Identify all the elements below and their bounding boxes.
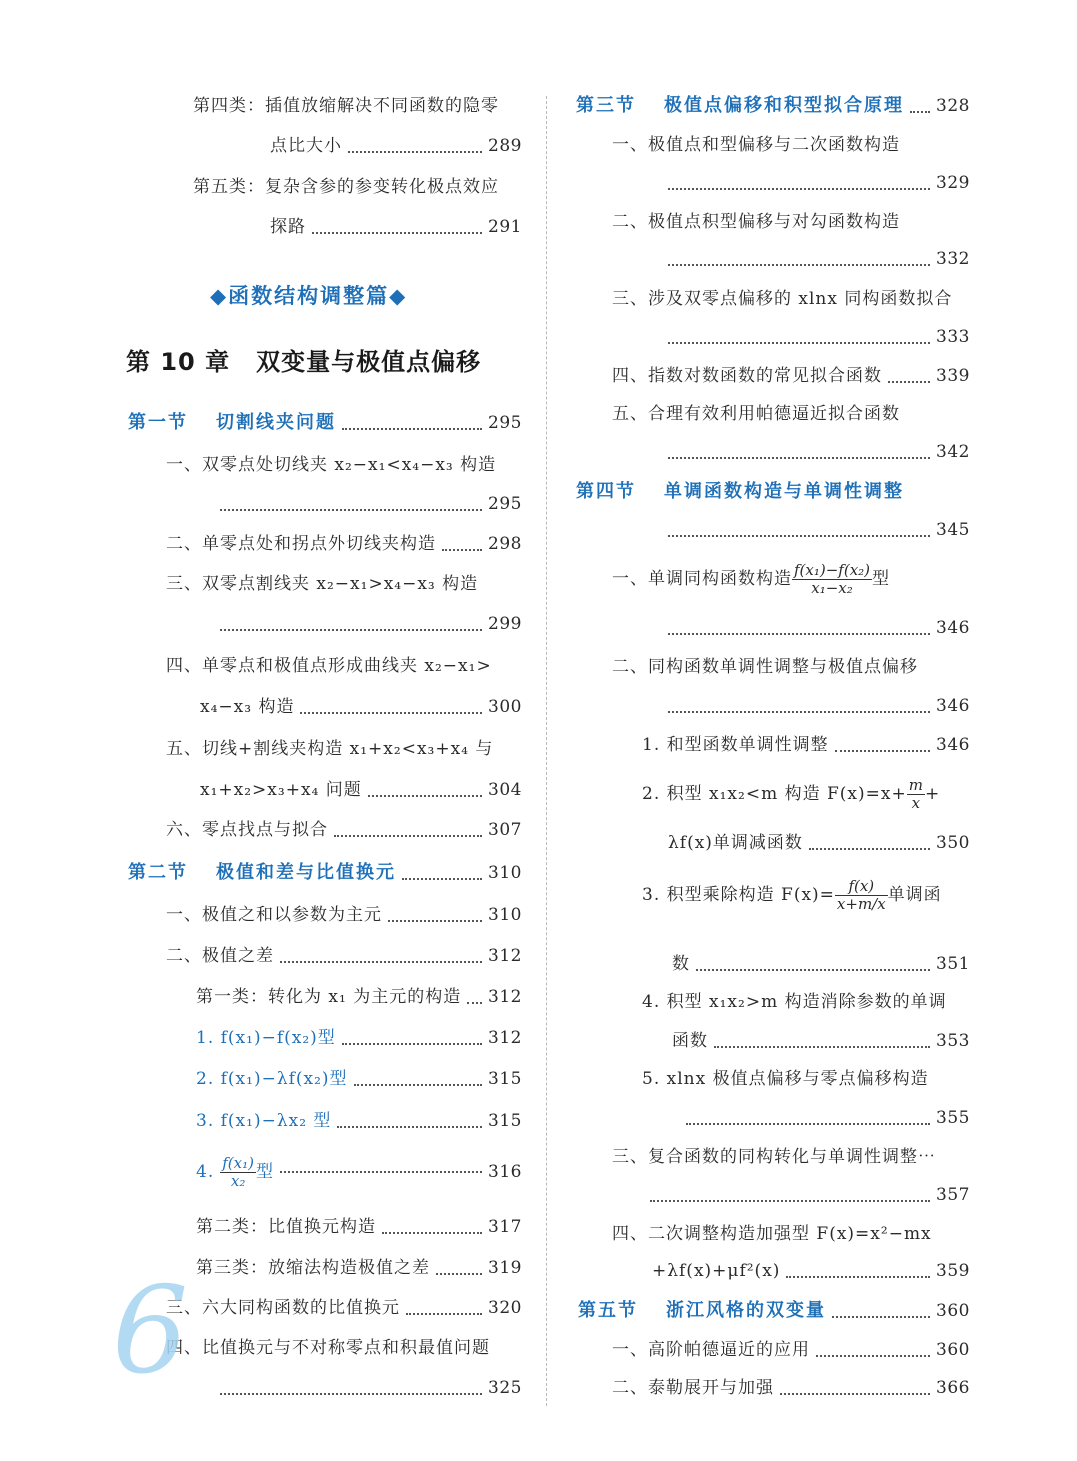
page-number: 312 bbox=[488, 946, 522, 966]
section-number: 第三节 bbox=[576, 95, 636, 116]
leader-dots bbox=[220, 1393, 482, 1395]
page-number: 360 bbox=[936, 1340, 970, 1360]
toc-entry[interactable]: x₄−x₃ 构造 300 bbox=[200, 694, 522, 720]
leader-dots bbox=[467, 1002, 482, 1004]
toc-entry[interactable] bbox=[662, 517, 970, 543]
section-heading[interactable] bbox=[576, 93, 970, 119]
leader-dots bbox=[668, 264, 930, 266]
toc-entry[interactable] bbox=[662, 246, 970, 272]
page-number: 307 bbox=[488, 820, 522, 840]
toc-entry-line: 3. 积型乘除构造 F(x)= $\frac{f(x)}{x+m/x}$ 单调函 bbox=[642, 876, 942, 913]
fraction: $\frac{f(x)}{x+m/x}$ bbox=[836, 876, 886, 913]
toc-entry-line: 三、双零点割线夹 x₂−x₁>x₄−x₃ 构造 bbox=[166, 574, 479, 594]
chapter-number: 第 10 章 bbox=[126, 348, 231, 376]
page-number: 359 bbox=[936, 1261, 970, 1281]
toc-entry[interactable]: 三、六大同构函数的比值换元 320 bbox=[166, 1295, 522, 1321]
page-number: 360 bbox=[936, 1301, 970, 1321]
toc-entry[interactable]: 函数 353 bbox=[672, 1028, 970, 1054]
toc-entry[interactable] bbox=[662, 324, 970, 350]
page-number: 312 bbox=[488, 987, 522, 1007]
page-number: 317 bbox=[488, 1217, 522, 1237]
toc-entry[interactable]: 六、零点找点与拟合 307 bbox=[166, 817, 522, 843]
page-number: 315 bbox=[488, 1069, 522, 1089]
leader-dots bbox=[300, 712, 482, 714]
leader-dots bbox=[342, 428, 482, 430]
section-heading[interactable] bbox=[578, 1298, 970, 1324]
section-title: 极值和差与比值换元 bbox=[216, 862, 396, 883]
toc-entry[interactable] bbox=[662, 439, 970, 465]
leader-dots bbox=[406, 1313, 482, 1315]
toc-entry-line: 二、极值点积型偏移与对勾函数构造 bbox=[612, 212, 900, 232]
leader-dots bbox=[910, 111, 930, 113]
leader-dots bbox=[220, 629, 482, 631]
page-number: 345 bbox=[936, 520, 970, 540]
toc-entry-line: 一、极值点和型偏移与二次函数构造 bbox=[612, 135, 900, 155]
leader-dots bbox=[668, 342, 930, 344]
page-number: 319 bbox=[488, 1258, 522, 1278]
page-number: 351 bbox=[936, 954, 970, 974]
leader-dots bbox=[368, 795, 482, 797]
toc-entry[interactable]: 第二类：比值换元构造 317 bbox=[196, 1214, 522, 1240]
page-number: 316 bbox=[488, 1162, 522, 1182]
toc-entry[interactable] bbox=[680, 1105, 970, 1131]
page-number: 328 bbox=[936, 96, 970, 116]
leader-dots bbox=[780, 1393, 930, 1395]
toc-entry-line: 第五类：复杂含参的参变转化极点效应 bbox=[193, 177, 499, 197]
fraction: $\frac{\text{f(x₁)−f(x₂)}}{\text{x₁−x₂}}$ bbox=[794, 560, 871, 597]
toc-entry-line: 二、同构函数单调性调整与极值点偏移 bbox=[612, 657, 918, 677]
toc-entry-line: 四、比值换元与不对称零点和积最值问题 bbox=[166, 1338, 490, 1358]
column-divider bbox=[546, 96, 547, 1406]
section-title: 浙江风格的双变量 bbox=[666, 1300, 826, 1321]
toc-entry[interactable]: λf(x)单调减函数 350 bbox=[668, 830, 970, 856]
leader-dots bbox=[280, 1171, 482, 1173]
toc-entry[interactable]: 第一类：转化为 x₁ 为主元的构造 312 bbox=[196, 984, 522, 1010]
leader-dots bbox=[888, 381, 930, 383]
toc-entry[interactable] bbox=[214, 611, 522, 637]
leader-dots bbox=[354, 1084, 482, 1086]
page-number: 320 bbox=[488, 1298, 522, 1318]
toc-entry[interactable] bbox=[662, 615, 970, 641]
leader-dots bbox=[668, 457, 930, 459]
toc-entry[interactable]: +λf(x)+μf²(x) 359 bbox=[652, 1258, 970, 1284]
leader-dots bbox=[668, 535, 930, 537]
toc-entry[interactable] bbox=[214, 491, 522, 517]
toc-entry[interactable] bbox=[644, 1182, 970, 1208]
section-title: 切割线夹问题 bbox=[216, 412, 336, 433]
section-number: 第一节 bbox=[128, 412, 188, 433]
toc-entry-line: 四、二次调整构造加强型 F(x)=x²−mx bbox=[612, 1224, 932, 1244]
page-number: 295 bbox=[488, 413, 522, 433]
toc-entry-line: 三、复合函数的同构转化与单调性调整⋯ bbox=[612, 1147, 936, 1167]
toc-entry-line: 三、涉及双零点偏移的 xlnx 同构函数拟合 bbox=[612, 289, 953, 309]
page-number: 353 bbox=[936, 1031, 970, 1051]
toc-entry[interactable]: 4. $\frac{\text{f(x₁)}}{\text{x₂}}$ 型 316 bbox=[196, 1153, 522, 1190]
fraction: $\frac{m}{x}$ bbox=[908, 775, 923, 812]
leader-dots bbox=[650, 1200, 930, 1202]
page-number: 310 bbox=[488, 863, 522, 883]
toc-entry[interactable]: 1. f(x₁)−f(x₂)型 312 bbox=[196, 1025, 522, 1051]
leader-dots bbox=[696, 969, 930, 971]
leader-dots bbox=[312, 232, 482, 234]
page-number: 310 bbox=[488, 905, 522, 925]
leader-dots bbox=[668, 711, 930, 713]
toc-entry[interactable] bbox=[662, 693, 970, 719]
leader-dots bbox=[832, 1316, 930, 1318]
page-number: 299 bbox=[488, 614, 522, 634]
page-number: 346 bbox=[936, 618, 970, 638]
toc-entry[interactable]: 一、极值之和以参数为主元 310 bbox=[166, 902, 522, 928]
toc-entry-line: 5. xlnx 极值点偏移与零点偏移构造 bbox=[642, 1069, 929, 1089]
leader-dots bbox=[786, 1276, 930, 1278]
leader-dots bbox=[388, 920, 482, 922]
page-number: 366 bbox=[936, 1378, 970, 1398]
toc-entry[interactable]: 二、单零点处和拐点外切线夹构造 298 bbox=[166, 531, 522, 557]
page-number: 289 bbox=[488, 136, 522, 156]
leader-dots bbox=[342, 1043, 482, 1045]
leader-dots bbox=[334, 835, 482, 837]
page-number: 332 bbox=[936, 249, 970, 269]
page-number: 304 bbox=[488, 780, 522, 800]
toc-entry-line: 第四类：插值放缩解决不同函数的隐零 bbox=[193, 96, 499, 116]
leader-dots bbox=[835, 750, 930, 752]
leader-dots bbox=[686, 1123, 930, 1125]
leader-dots bbox=[816, 1355, 930, 1357]
section-heading[interactable] bbox=[128, 860, 522, 886]
page-number: 339 bbox=[936, 366, 970, 386]
toc-entry[interactable]: 第三类：放缩法构造极值之差 319 bbox=[196, 1255, 522, 1281]
toc-entry-line: 四、单零点和极值点形成曲线夹 x₂−x₁> bbox=[166, 656, 492, 676]
part-title: ◆函数结构调整篇◆ bbox=[210, 284, 408, 308]
page-number: 312 bbox=[488, 1028, 522, 1048]
leader-dots bbox=[280, 961, 482, 963]
chapter-heading bbox=[126, 342, 507, 377]
page-number: 355 bbox=[936, 1108, 970, 1128]
leader-dots bbox=[402, 878, 482, 880]
toc-entry-line: 4. 积型 x₁x₂>m 构造消除参数的单调 bbox=[642, 992, 947, 1012]
toc-entry-line: 一、单调同构函数构造 $\frac{\text{f(x₁)−f(x₂)}}{\text{x₁−x₂}}$ 型 bbox=[612, 560, 891, 597]
toc-entry[interactable]: 二、极值之差 312 bbox=[166, 943, 522, 969]
leader-dots bbox=[714, 1046, 930, 1048]
section-number: 第五节 bbox=[578, 1300, 638, 1321]
section-number: 第二节 bbox=[128, 862, 188, 883]
toc-entry[interactable] bbox=[214, 1375, 522, 1401]
fraction: $\frac{\text{f(x₁)}}{\text{x₂}}$ bbox=[222, 1153, 254, 1190]
page-number: 325 bbox=[488, 1378, 522, 1398]
toc-entry[interactable]: 数 351 bbox=[672, 951, 970, 977]
toc-entry[interactable]: x₁+x₂>x₃+x₄ 问题 304 bbox=[200, 777, 522, 803]
toc-entry[interactable]: 3. f(x₁)−λx₂ 型 315 bbox=[196, 1108, 522, 1134]
page-number: 333 bbox=[936, 327, 970, 347]
page-number: 350 bbox=[936, 833, 970, 853]
page-number: 357 bbox=[936, 1185, 970, 1205]
leader-dots bbox=[382, 1232, 482, 1234]
section-number: 第四节 bbox=[576, 481, 636, 502]
toc-entry[interactable]: 探路 291 bbox=[270, 214, 522, 240]
toc-entry[interactable]: 点比大小 289 bbox=[270, 133, 522, 159]
toc-entry[interactable]: 2. f(x₁)−λf(x₂)型 315 bbox=[196, 1066, 522, 1092]
toc-entry[interactable]: 二、泰勒展开与加强 366 bbox=[612, 1375, 970, 1401]
toc-entry[interactable]: 1. 和型函数单调性调整 346 bbox=[642, 732, 970, 758]
page-number: 295 bbox=[488, 494, 522, 514]
page-number: 300 bbox=[488, 697, 522, 717]
leader-dots bbox=[668, 188, 930, 190]
leader-dots bbox=[348, 151, 482, 153]
page-number: 315 bbox=[488, 1111, 522, 1131]
leader-dots bbox=[668, 633, 930, 635]
toc-entry-line: 2. 积型 x₁x₂<m 构造 F(x)=x+ $\frac{m}{x}$ + bbox=[642, 775, 941, 812]
leader-dots bbox=[337, 1126, 482, 1128]
page-badge-number: 6 bbox=[112, 1262, 189, 1401]
page-number: 346 bbox=[936, 696, 970, 716]
section-title: 单调函数构造与单调性调整 bbox=[664, 481, 904, 502]
toc-entry-line: 五、切线+割线夹构造 x₁+x₂<x₃+x₄ 与 bbox=[166, 739, 494, 759]
section-heading[interactable] bbox=[576, 479, 904, 505]
toc-entry-line: 一、双零点处切线夹 x₂−x₁<x₄−x₃ 构造 bbox=[166, 455, 497, 475]
chapter-title: 双变量与极值点偏移 bbox=[256, 348, 482, 376]
leader-dots bbox=[809, 848, 930, 850]
page-number: 291 bbox=[488, 217, 522, 237]
page-number: 298 bbox=[488, 534, 522, 554]
toc-entry[interactable]: 四、指数对数函数的常见拟合函数 339 bbox=[612, 363, 970, 389]
page-number: 329 bbox=[936, 173, 970, 193]
toc-entry[interactable]: 一、高阶帕德逼近的应用 360 bbox=[612, 1337, 970, 1363]
leader-dots bbox=[436, 1273, 482, 1275]
toc-entry-line: 五、合理有效利用帕德逼近拟合函数 bbox=[612, 404, 900, 424]
page-number: 346 bbox=[936, 735, 970, 755]
section-title: 极值点偏移和积型拟合原理 bbox=[664, 95, 904, 116]
page-number: 342 bbox=[936, 442, 970, 462]
toc-entry[interactable] bbox=[662, 170, 970, 196]
section-heading[interactable] bbox=[128, 410, 522, 436]
leader-dots bbox=[442, 549, 482, 551]
leader-dots bbox=[220, 509, 482, 511]
